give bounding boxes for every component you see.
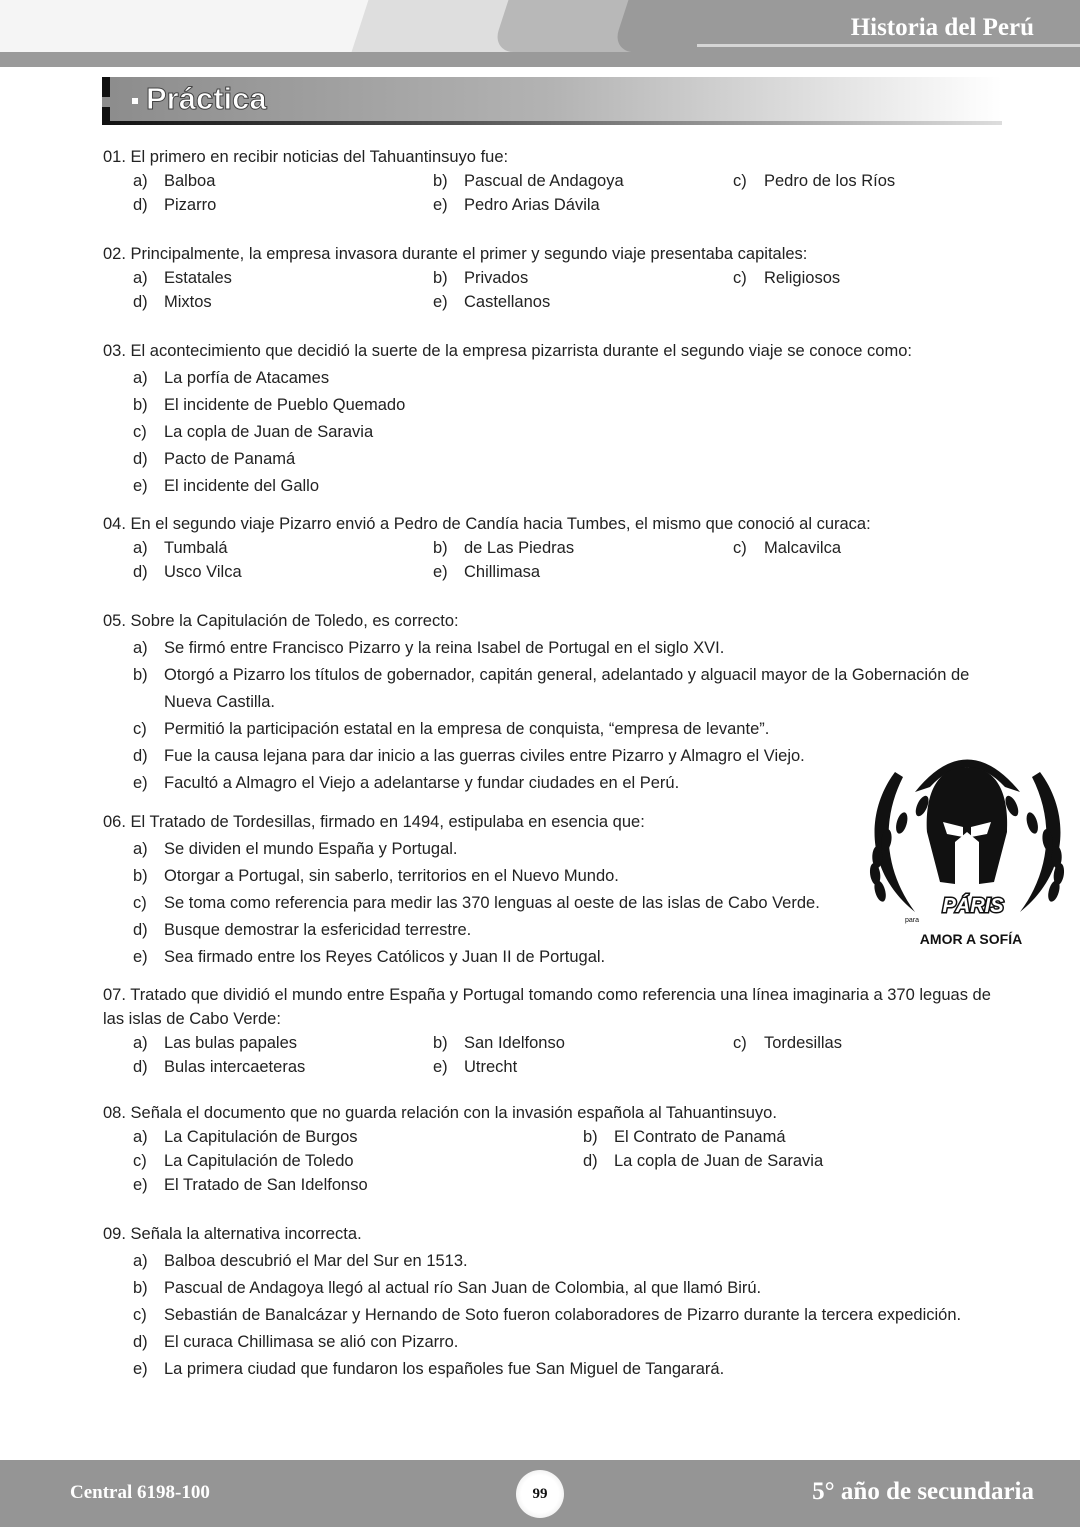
question-stem: 09. Señala la alternativa incorrecta. (103, 1225, 362, 1243)
answer-option (133, 266, 433, 290)
question-4 (103, 512, 1013, 584)
answer-option (133, 169, 433, 193)
option-letter: c) (733, 539, 747, 557)
option-letter: e) (433, 196, 448, 214)
answer-option (133, 193, 433, 217)
option-text: La Capitulación de Toledo (164, 1152, 354, 1170)
answer-option (433, 560, 733, 584)
option-text: El incidente del Gallo (164, 477, 320, 495)
option-text: El curaca Chillimasa se alió con Pizarro. (164, 1333, 459, 1351)
question-stem: 04. En el segundo viaje Pizarro envió a Pedro de Candía hacia Tumbes, el mismo que conoció al curaca: (103, 515, 871, 533)
option-text: Otorgó a Pizarro los títulos de gobernador, capitán general, adelantado y alguacil mayor de la Gobernación de Nueva Castilla. (164, 666, 970, 711)
question-7 (103, 983, 1013, 1079)
answer-option (433, 1031, 733, 1055)
option-text: Tumbalá (164, 539, 228, 557)
option-text: Se dividen el mundo España y Portugal. (164, 840, 458, 858)
answer-option (133, 1149, 583, 1173)
option-letter: b) (133, 396, 148, 414)
option-text: El Tratado de San Idelfonso (164, 1176, 368, 1194)
option-text: San Idelfonso (464, 1034, 565, 1052)
answer-option (133, 560, 433, 584)
answer-option (133, 635, 1013, 662)
section-title: Práctica (146, 81, 267, 116)
question-stem: 03. El acontecimiento que decidió la suerte de la empresa pizarrista durante el segundo viaje se conoce como: (103, 342, 912, 360)
answer-option (733, 1031, 1033, 1055)
option-letter: d) (133, 921, 148, 939)
answer-option (133, 1173, 583, 1197)
option-text: El Contrato de Panamá (614, 1128, 786, 1146)
option-letter: c) (133, 1306, 147, 1324)
option-text: Usco Vilca (164, 563, 242, 581)
option-letter: d) (133, 293, 148, 311)
option-letter: b) (433, 269, 448, 287)
option-text: Sea firmado entre los Reyes Católicos y Juan II de Portugal. (164, 948, 606, 966)
question-stem: 02. Principalmente, la empresa invasora durante el primer y segundo viaje presentaba capitales: (103, 245, 808, 263)
option-text: Privados (464, 269, 529, 287)
option-letter: a) (133, 1128, 148, 1146)
answer-option (433, 193, 733, 217)
option-text: Chillimasa (464, 563, 541, 581)
option-letter: b) (433, 172, 448, 190)
page-header (0, 0, 1080, 67)
option-text: Bulas intercaeteras (164, 1058, 306, 1076)
option-text: Busque demostrar la esfericidad terrestre. (164, 921, 472, 939)
question-stem: 05. Sobre la Capitulación de Toledo, es correcto: (103, 612, 459, 630)
answer-option (133, 290, 433, 314)
option-letter: e) (133, 948, 148, 966)
answer-option (133, 1055, 433, 1079)
option-letter: d) (133, 196, 148, 214)
answer-option (733, 266, 1033, 290)
option-text: Pedro de los Ríos (764, 172, 896, 190)
option-letter: b) (433, 539, 448, 557)
option-letter: d) (133, 1333, 148, 1351)
logo-tagline: AMOR A SOFÍA (919, 931, 1023, 947)
answer-option (133, 1248, 1013, 1275)
option-text: Facultó a Almagro el Viejo a adelantarse y fundar ciudades en el Perú. (164, 774, 680, 792)
option-text: La primera ciudad que fundaron los españoles fue San Miguel de Tangarará. (164, 1360, 725, 1378)
option-text: Balboa descubrió el Mar del Sur en 1513. (164, 1252, 468, 1270)
option-text: Pascual de Andagoya llegó al actual río San Juan de Colombia, al que llamó Birú. (164, 1279, 762, 1297)
answer-option (433, 536, 733, 560)
option-letter: d) (133, 1058, 148, 1076)
option-text: Pedro Arias Dávila (464, 196, 600, 214)
logo-para: para (905, 917, 920, 924)
option-letter: a) (133, 269, 148, 287)
question-9 (103, 1222, 1013, 1383)
option-text: Pizarro (164, 196, 217, 214)
option-text: de Las Piedras (464, 539, 575, 557)
answer-option (133, 1275, 1013, 1302)
page-number: 99 (516, 1470, 564, 1518)
paris-logo (855, 732, 1080, 950)
option-text: Se firmó entre Francisco Pizarro y la reina Isabel de Portugal en el siglo XVI. (164, 639, 725, 657)
option-letter: e) (133, 1360, 148, 1378)
option-letter: a) (133, 1252, 148, 1270)
option-letter: c) (733, 172, 747, 190)
answer-option (133, 365, 1013, 392)
answer-option (133, 446, 1013, 473)
footer-phone: Central 6198-100 (70, 1482, 210, 1503)
option-letter: c) (133, 423, 147, 441)
answer-option (133, 1329, 1013, 1356)
option-letter: a) (133, 172, 148, 190)
answer-option (133, 662, 1013, 716)
option-text: Religiosos (764, 269, 841, 287)
answer-option (133, 392, 1013, 419)
option-letter: c) (733, 1034, 747, 1052)
option-letter: e) (433, 1058, 448, 1076)
option-letter: a) (133, 369, 148, 387)
question-1 (103, 145, 1013, 217)
option-text: Estatales (164, 269, 232, 287)
option-text: Otorgar a Portugal, sin saberlo, territorios en el Nuevo Mundo. (164, 867, 619, 885)
option-letter: e) (433, 563, 448, 581)
option-letter: b) (133, 666, 148, 684)
option-text: La copla de Juan de Saravia (614, 1152, 824, 1170)
section-banner (102, 77, 1002, 125)
answer-option (133, 1125, 583, 1149)
option-text: El incidente de Pueblo Quemado (164, 396, 406, 414)
option-text: Castellanos (464, 293, 551, 311)
answer-option (133, 473, 1013, 500)
question-2 (103, 242, 1013, 314)
question-stem: 07. Tratado que dividió el mundo entre España y Portugal tomando como referencia una línea imaginaria a 370 leguas de las islas de Cabo Verde: (103, 986, 991, 1028)
option-letter: c) (133, 720, 147, 738)
answer-option (583, 1149, 1033, 1173)
header-title: Historia del Perú (850, 14, 1034, 41)
option-letter: e) (133, 477, 148, 495)
option-letter: a) (133, 539, 148, 557)
answer-option (133, 1356, 1013, 1383)
answer-option (433, 1055, 733, 1079)
option-letter: a) (133, 1034, 148, 1052)
answer-option (133, 419, 1013, 446)
option-text: Malcavilca (764, 539, 842, 557)
option-text: Se toma como referencia para medir las 370 lenguas al oeste de las islas de Cabo Verde. (164, 894, 820, 912)
option-text: Sebastián de Banalcázar y Hernando de Soto fueron colaboradores de Pizarro durante la tercera expedición. (164, 1306, 962, 1324)
footer-grade: 5° año de secundaria (812, 1478, 1034, 1505)
option-letter: d) (133, 450, 148, 468)
option-letter: a) (133, 840, 148, 858)
question-3 (103, 339, 1013, 500)
answer-option (433, 290, 733, 314)
option-letter: c) (733, 269, 747, 287)
answer-option (433, 169, 733, 193)
option-letter: c) (133, 894, 147, 912)
logo-name: PÁRIS (942, 895, 1004, 917)
page-footer (0, 1460, 1080, 1527)
option-text: Las bulas papales (164, 1034, 298, 1052)
answer-option (133, 1302, 1013, 1329)
answer-option (733, 536, 1033, 560)
option-letter: e) (433, 293, 448, 311)
option-letter: b) (433, 1034, 448, 1052)
option-letter: e) (133, 774, 148, 792)
option-letter: b) (133, 867, 148, 885)
answer-option (583, 1125, 1033, 1149)
option-text: La Capitulación de Burgos (164, 1128, 358, 1146)
option-text: Tordesillas (764, 1034, 842, 1052)
option-letter: e) (133, 1176, 148, 1194)
question-stem: 06. El Tratado de Tordesillas, firmado en 1494, estipulaba en esencia que: (103, 813, 645, 831)
option-text: Utrecht (464, 1058, 518, 1076)
option-letter: b) (133, 1279, 148, 1297)
question-8 (103, 1101, 1013, 1197)
option-letter: d) (133, 563, 148, 581)
option-text: Mixtos (164, 293, 212, 311)
option-text: Pacto de Panamá (164, 450, 296, 468)
question-stem: 08. Señala el documento que no guarda relación con la invasión española al Tahuantinsuyo. (103, 1104, 777, 1122)
option-letter: c) (133, 1152, 147, 1170)
option-letter: d) (583, 1152, 598, 1170)
answer-option (733, 169, 1033, 193)
option-text: Pascual de Andagoya (464, 172, 624, 190)
spartan-helmet-icon (915, 760, 1020, 885)
option-text: La porfía de Atacames (164, 369, 330, 387)
option-text: Balboa (164, 172, 216, 190)
option-text: Fue la causa lejana para dar inicio a las guerras civiles entre Pizarro y Almagro el Viejo. (164, 747, 805, 765)
answer-option (133, 1031, 433, 1055)
question-stem: 01. El primero en recibir noticias del Tahuantinsuyo fue: (103, 148, 509, 166)
option-text: La copla de Juan de Saravia (164, 423, 374, 441)
option-text: Permitió la participación estatal en la empresa de conquista, “empresa de levante”. (164, 720, 770, 738)
answer-option (133, 536, 433, 560)
answer-option (433, 266, 733, 290)
option-letter: b) (583, 1128, 598, 1146)
option-letter: d) (133, 747, 148, 765)
option-letter: a) (133, 639, 148, 657)
